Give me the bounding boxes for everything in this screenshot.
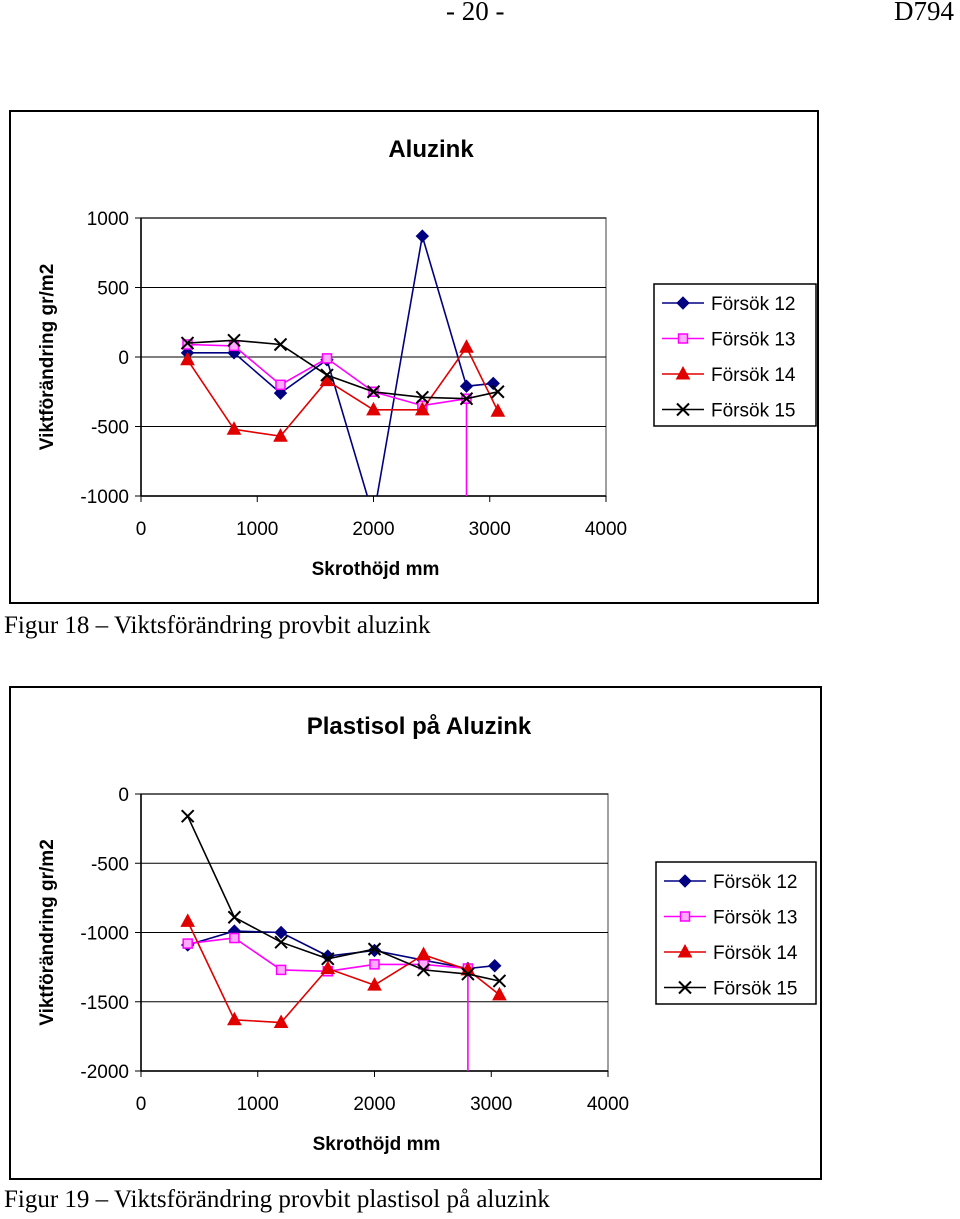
y-tick-label: -1500 bbox=[80, 992, 129, 1014]
y-axis-label: Viktförändring gr/m2 bbox=[37, 839, 58, 1026]
data-point bbox=[277, 965, 286, 974]
y-tick-label: 0 bbox=[118, 785, 129, 806]
y-tick-label: -1000 bbox=[80, 923, 129, 945]
chart-title: Plastisol på Aluzink bbox=[306, 713, 532, 740]
data-point bbox=[323, 354, 332, 363]
legend-label: Försök 12 bbox=[713, 872, 798, 893]
y-tick-label: 0 bbox=[118, 348, 129, 369]
y-axis-label: Viktförändring gr/m2 bbox=[37, 263, 58, 451]
chart-plastisol-svg bbox=[11, 688, 824, 1182]
legend-marker bbox=[679, 334, 688, 343]
x-tick-label: 3000 bbox=[468, 519, 511, 540]
chart-aluzink-svg bbox=[11, 112, 821, 606]
x-tick-label: 3000 bbox=[470, 1094, 513, 1115]
y-tick-label: -1000 bbox=[80, 487, 129, 508]
chart-aluzink bbox=[9, 110, 819, 604]
x-tick-label: 1000 bbox=[236, 519, 279, 540]
y-tick-label: 1000 bbox=[86, 209, 129, 230]
legend-label: Försök 13 bbox=[713, 907, 798, 929]
legend-label: Försök 12 bbox=[711, 294, 796, 315]
legend-label: Försök 15 bbox=[713, 978, 798, 1000]
x-tick-label: 0 bbox=[135, 519, 147, 540]
x-tick-label: 2000 bbox=[352, 519, 395, 540]
document-code: D794 bbox=[894, 0, 954, 26]
y-tick-label: 500 bbox=[97, 278, 129, 300]
chart-title: Aluzink bbox=[388, 136, 474, 163]
x-tick-label: 2000 bbox=[353, 1094, 396, 1115]
data-point bbox=[370, 960, 379, 969]
legend-label: Försök 14 bbox=[713, 943, 798, 964]
y-tick-label: -2000 bbox=[80, 1062, 129, 1083]
x-axis-label: Skrothöjd mm bbox=[311, 559, 440, 580]
chart-plastisol-aluzink bbox=[9, 686, 822, 1180]
legend-label: Försök 14 bbox=[711, 365, 796, 386]
y-tick-label: -500 bbox=[90, 854, 129, 876]
x-tick-label: 0 bbox=[135, 1094, 147, 1115]
legend-marker bbox=[681, 912, 690, 921]
x-tick-label: 1000 bbox=[236, 1094, 279, 1115]
legend-label: Försök 13 bbox=[711, 329, 796, 351]
data-point bbox=[276, 380, 285, 389]
page-number: - 20 - bbox=[446, 0, 505, 26]
figure-caption-18: Figur 18 – Viktsförändring provbit aluzink bbox=[4, 612, 431, 639]
data-point bbox=[230, 934, 239, 943]
data-point bbox=[183, 939, 192, 948]
y-tick-label: -500 bbox=[90, 417, 129, 439]
x-tick-label: 4000 bbox=[586, 1094, 630, 1115]
figure-caption-19: Figur 19 – Viktsförändring provbit plastisol på aluzink bbox=[4, 1186, 550, 1213]
x-tick-label: 4000 bbox=[584, 519, 628, 540]
legend-label: Försök 15 bbox=[711, 400, 796, 422]
x-axis-label: Skrothöjd mm bbox=[312, 1134, 441, 1155]
